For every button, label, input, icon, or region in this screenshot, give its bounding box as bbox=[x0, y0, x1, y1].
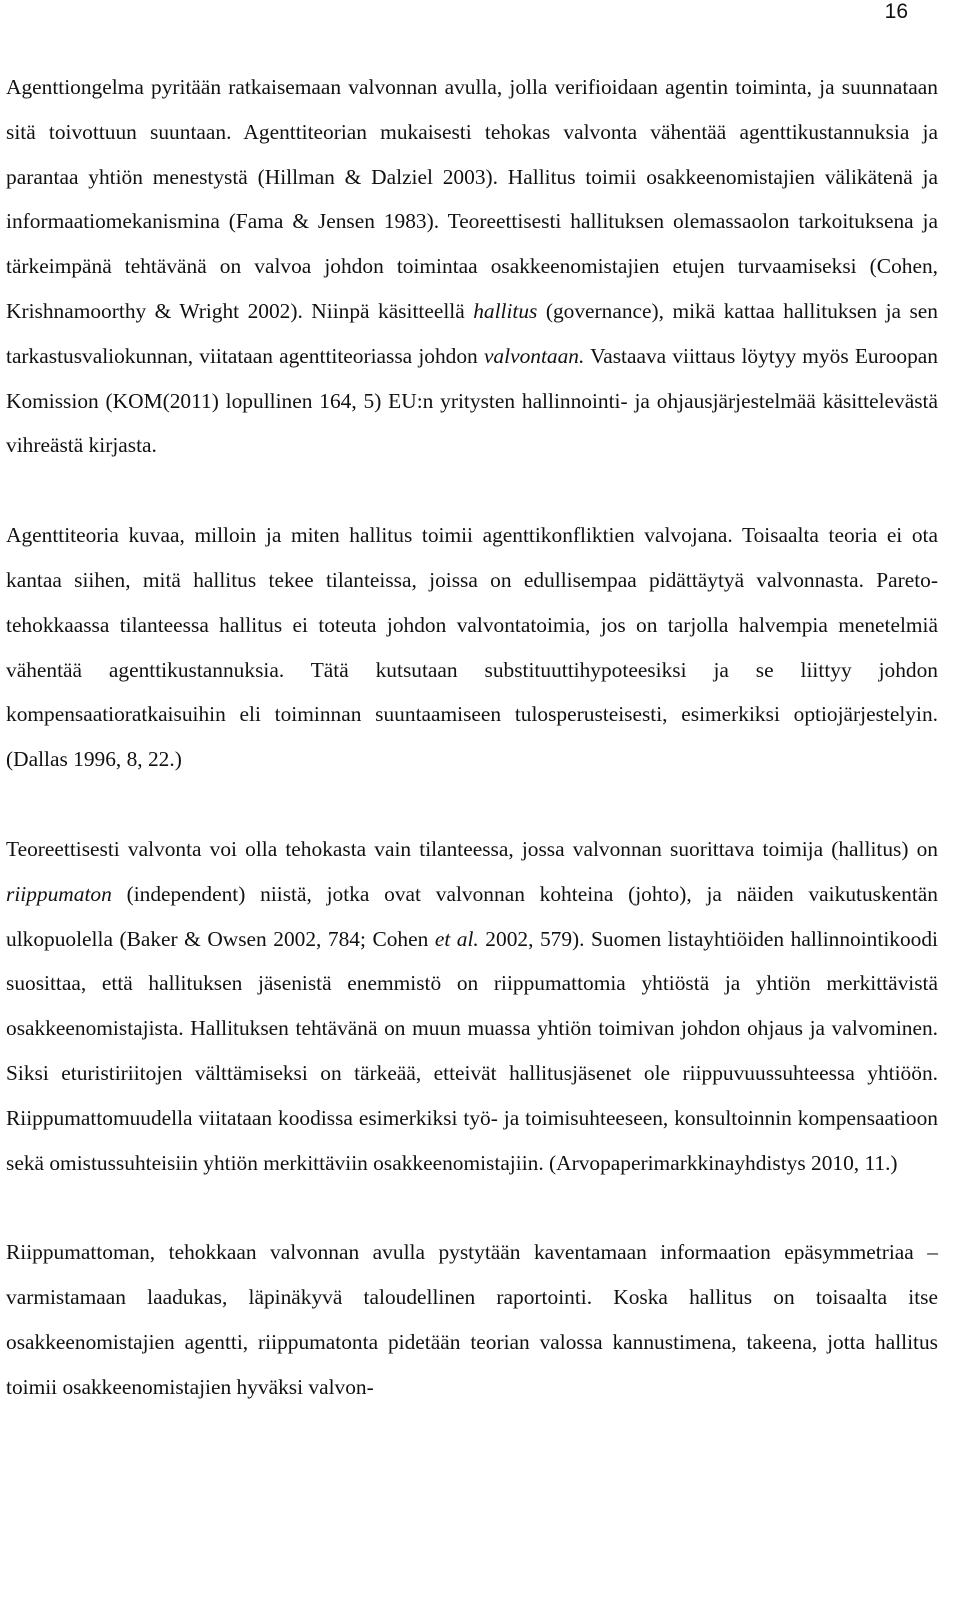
paragraph bbox=[6, 1230, 938, 1409]
italic-term: riippumaton bbox=[6, 881, 112, 906]
italic-term: hallitus bbox=[473, 298, 538, 323]
text-run: 2002, 579). Suomen listayhtiöiden hallinnointikoodi suosittaa, että hallituksen jäsenistä enemmistö on riippumattomia yhtiöstä ja yhtiön merkittävistä osakkeenomistajista. Hallituksen tehtävänä on muun muassa yhtiön toimivan johdon ohjaus ja valvominen. Siksi eturistiriitojen välttämiseksi on tärkeää, etteivät hallitusjäsenet ole riippuvuussuhteessa yhtiöön. Riippumattomuudella viitataan koodissa esimerkiksi työ- ja toimisuhteeseen, konsultoinnin kompensaatioon sekä omistussuhteisiin yhtiön merkittäviin osakkeenomistajiin. (Arvopaperimarkkinayhdistys 2010, 11.) bbox=[6, 926, 938, 1175]
text-run: (independent) niistä, jotka ovat valvonnan kohteina (johto), ja näiden vaikutuskentän ulkopuolella (Baker & Owsen 2002, 784; Cohen bbox=[6, 881, 938, 951]
paragraph bbox=[6, 513, 938, 782]
text-run: (governance), mikä kattaa hallituksen ja sen tarkastusvaliokunnan, viitataan agenttiteoriassa johdon bbox=[6, 298, 938, 368]
text-run: Agenttiongelma pyritään ratkaisemaan valvonnan avulla, jolla verifioidaan agentin toiminta, ja suunnataan sitä toivottuun suuntaan. Agenttiteorian mukaisesti tehokas valvonta vähentää agenttikustannuksia ja parantaa yhtiön menestystä (Hillman & Dalziel 2003). Hallitus toimii osakkeenomistajien välikätenä ja informaatiomekanismina (Fama & Jensen 1983). Teoreettisesti hallituksen olemassaolon tarkoituksena ja tärkeimpänä tehtävänä on valvoa johdon toimintaa osakkeenomistajien etujen turvaamiseksi (Cohen, Krishnamoorthy & Wright 2002). Niinpä käsitteellä bbox=[6, 75, 938, 323]
text-run: Agenttiteoria kuvaa, milloin ja miten hallitus toimii agenttikonfliktien valvojana. Toisaalta teoria ei ota kantaa siihen, mitä hallitus tekee tilanteissa, joissa on edullisempaa pidättäytyä valvonnasta. Pareto-tehokkaassa tilanteessa hallitus ei toteuta johdon valvontatoimia, jos on tarjolla halvempia menetelmiä vähentää agenttikustannuksia. Tätä kutsutaan substituuttihypoteesiksi ja se liittyy johdon kompensaatioratkaisuihin eli toiminnan suuntaamiseen tulosperusteisesti, esimerkiksi optiojärjestelyin. (Dallas 1996, 8, 22.) bbox=[6, 523, 938, 772]
body-text bbox=[6, 65, 938, 1410]
text-run: Teoreettisesti valvonta voi olla tehokasta vain tilanteessa, jossa valvonnan suorittava toimija (hallitus) on bbox=[6, 836, 938, 861]
italic-term: valvontaan. bbox=[483, 343, 585, 368]
text-run: Riippumattoman, tehokkaan valvonnan avulla pystytään kaventamaan informaation epäsymmetriaa – varmistamaan laadukas, läpinäkyvä taloudellinen raportointi. Koska hallitus on toisaalta itse osakkeenomistajien agentti, riippumatonta pidetään teorian valossa kannustimena, takeena, jotta hallitus toimii osakkeenomistajien hyväksi valvon- bbox=[6, 1240, 938, 1399]
text-run: Vastaava viittaus löytyy myös Euroopan Komission (KOM(2011) lopullinen 164, 5) EU:n yritysten hallinnointi- ja ohjausjärjestelmää käsittelevästä vihreästä kirjasta. bbox=[6, 343, 938, 458]
page-number: 16 bbox=[884, 0, 908, 23]
paragraph bbox=[6, 827, 938, 1185]
italic-term: et al. bbox=[434, 926, 479, 951]
paragraph bbox=[6, 65, 938, 468]
